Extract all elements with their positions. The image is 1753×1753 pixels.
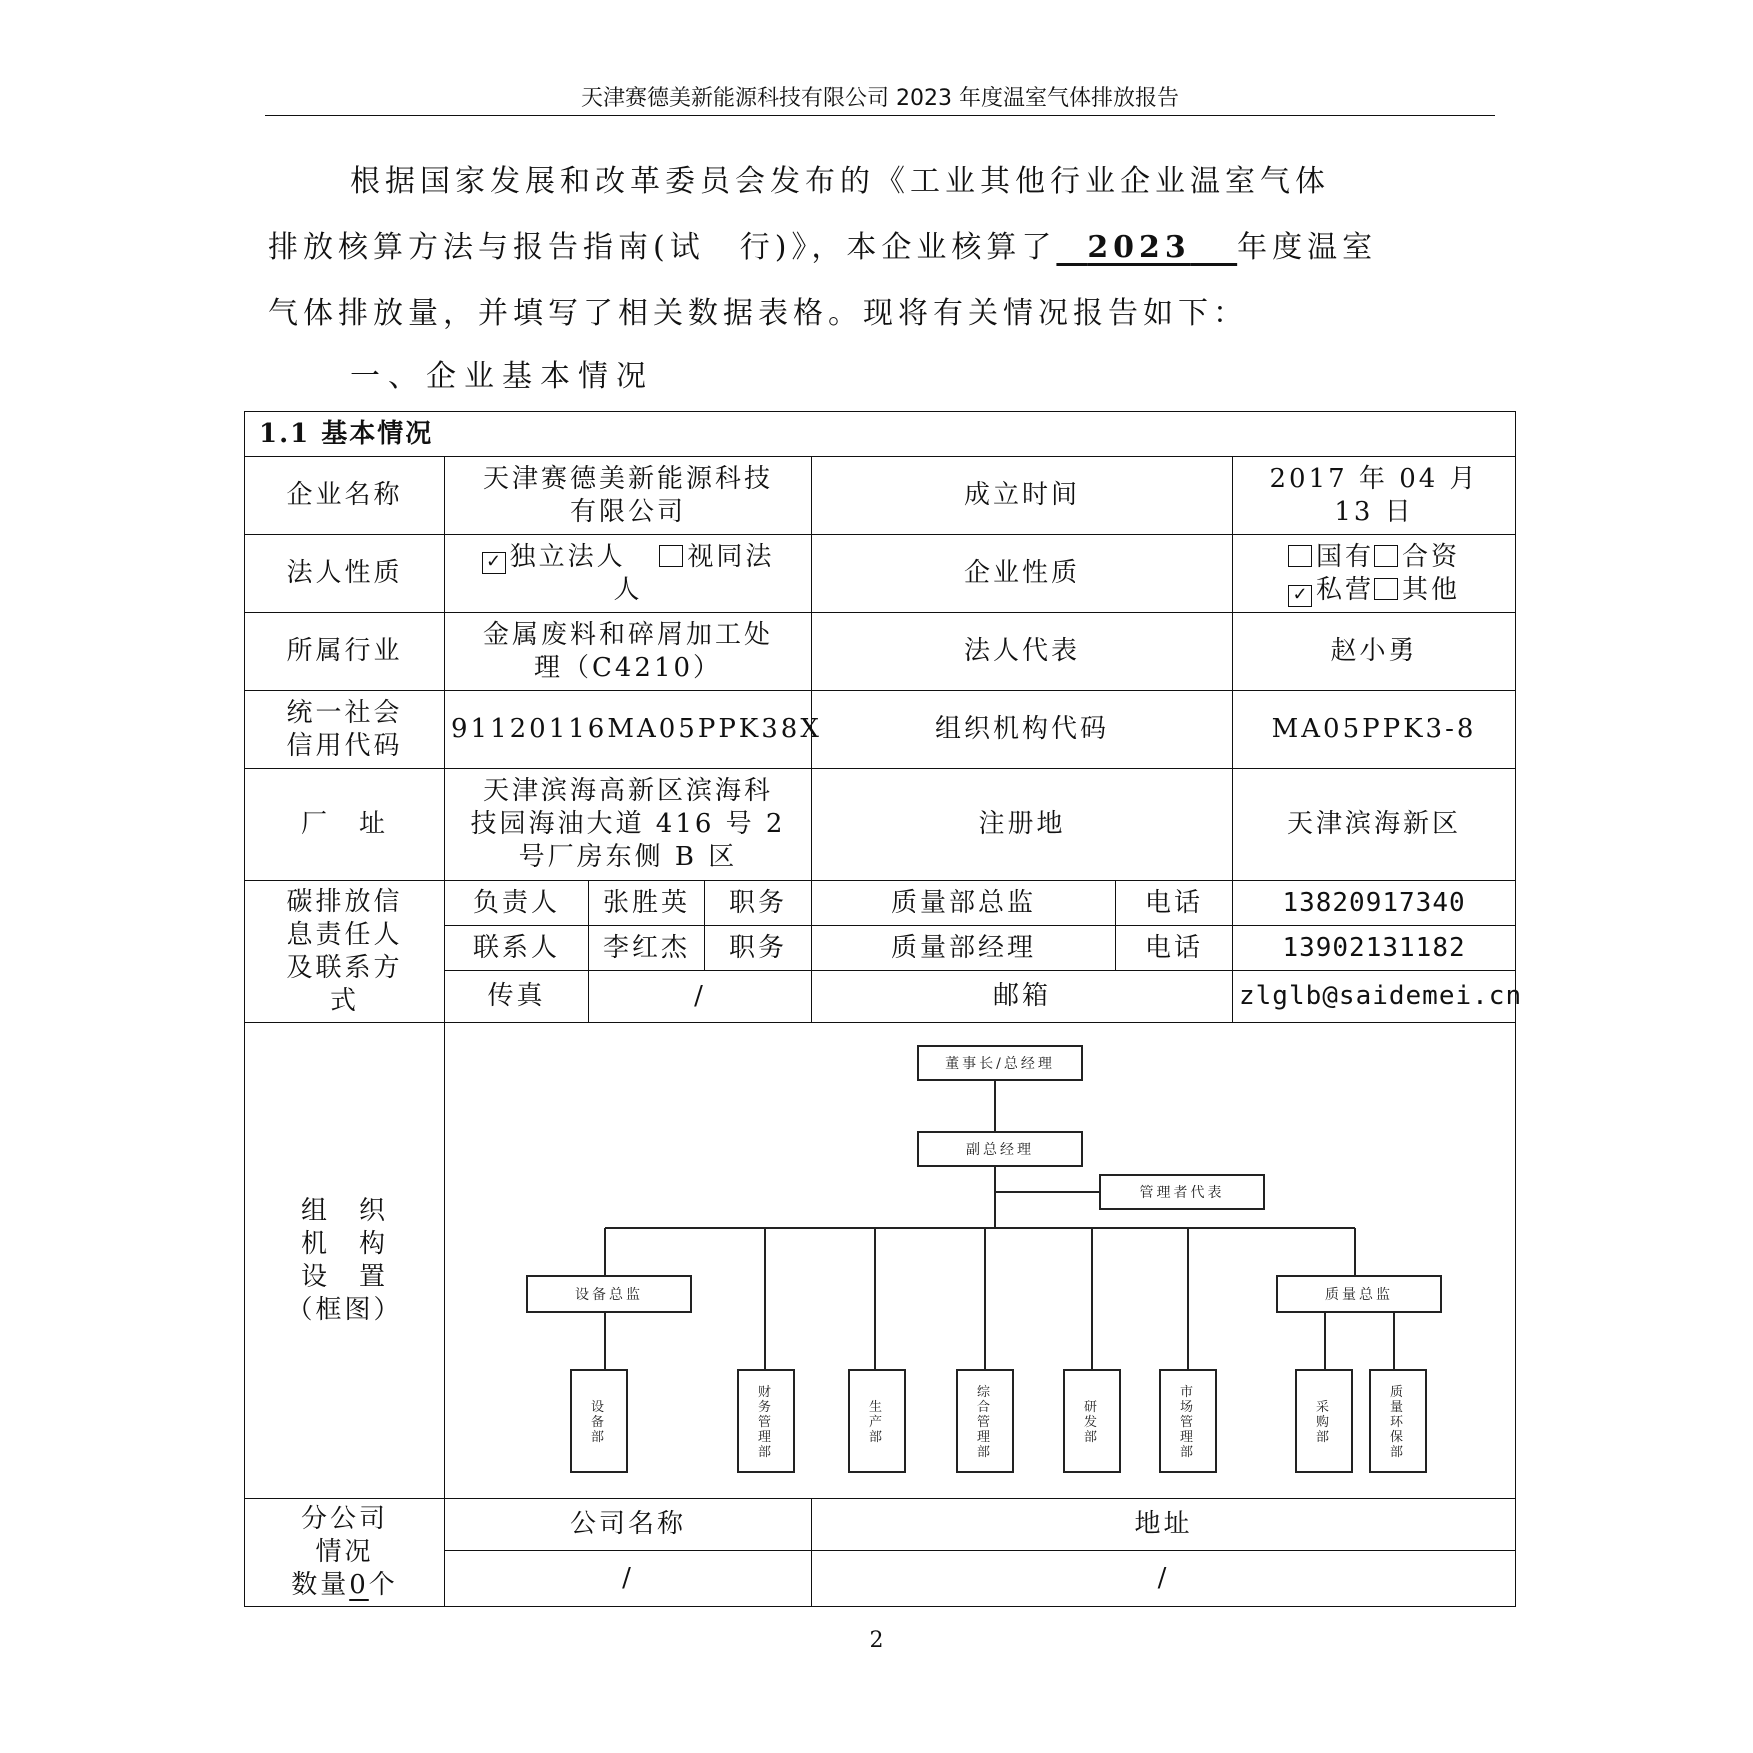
legal-rep: 赵小勇	[1233, 613, 1516, 691]
established-label: 成立时间	[812, 457, 1233, 535]
org-dept-label: 财务管理部	[757, 1384, 775, 1460]
org-dept-label: 采购部	[1315, 1399, 1333, 1445]
address-label: 厂 址	[245, 769, 445, 881]
industry-label: 所属行业	[245, 613, 445, 691]
intro-line-1: 根据国家发展和改革委员会发布的《工业其他行业企业温室气体	[350, 164, 1330, 199]
report-year: 2023	[1087, 230, 1191, 265]
resp-phone-label: 电话	[1116, 881, 1233, 926]
org-label-quality-director: 质量总监	[1325, 1286, 1393, 1303]
header-rule	[265, 115, 1495, 116]
branch-name-label: 公司名称	[445, 1499, 812, 1551]
legal-nature-label: 法人性质	[245, 535, 445, 613]
enterprise-nature-label: 企业性质	[812, 535, 1233, 613]
org-code-label: 组织机构代码	[812, 691, 1233, 769]
resp-duty: 质量部总监	[812, 881, 1116, 926]
contact-phone-label: 电话	[1116, 926, 1233, 971]
company-name: 天津赛德美新能源科技 有限公司	[445, 457, 812, 535]
basic-info-table	[244, 411, 1523, 1607]
email: zlglb@saidemei.cn	[1233, 971, 1516, 1023]
contact-name: 李红杰	[589, 926, 705, 971]
legal-rep-label: 法人代表	[812, 613, 1233, 691]
org-dept-label: 综合管理部	[976, 1384, 994, 1460]
checkbox-deemed-legal-person[interactable]	[659, 545, 683, 567]
intro-line-2-pre: 排放核算方法与报告指南(试 行)》，本企业核算了	[268, 230, 1057, 265]
address: 天津滨海高新区滨海科 技园海油大道 416 号 2 号厂房东侧 B 区	[445, 769, 812, 881]
branch-count: 0	[349, 1570, 369, 1600]
credit-code: 91120116MA05PPK38X	[445, 691, 812, 769]
reg-place-label: 注册地	[812, 769, 1233, 881]
intro-line-2-post: 年度温室	[1237, 230, 1378, 265]
section-title: 一、企业基本情况	[350, 359, 654, 394]
org-dept-label: 研发部	[1083, 1399, 1101, 1445]
resp-name: 张胜英	[589, 881, 705, 926]
resp-label: 负责人	[445, 881, 589, 926]
resp-duty-label: 职务	[705, 881, 812, 926]
company-name-label: 企业名称	[245, 457, 445, 535]
credit-code-label: 统一社会 信用代码	[245, 691, 445, 769]
org-label-rep: 管理者代表	[1139, 1184, 1225, 1201]
checkbox-state-owned[interactable]	[1288, 545, 1312, 567]
fax-label: 传真	[445, 971, 589, 1023]
branch-section-label: 分公司 情况 数量0个	[245, 1499, 445, 1607]
intro-line-2	[268, 228, 1490, 268]
org-chart	[445, 1024, 1514, 1498]
table-title: 1.1 基本情况	[245, 412, 1516, 457]
branch-addr: /	[812, 1551, 1516, 1607]
org-dept-label: 市场管理部	[1179, 1384, 1197, 1460]
fax: /	[589, 971, 812, 1023]
checkbox-private[interactable]: ✓	[1288, 585, 1312, 607]
email-label: 邮箱	[812, 971, 1233, 1023]
contact-section-label: 碳排放信 息责任人 及联系方 式	[245, 881, 445, 1023]
branch-addr-label: 地址	[812, 1499, 1516, 1551]
contact-duty: 质量部经理	[812, 926, 1116, 971]
org-label-ceo: 董事长/总经理	[945, 1055, 1055, 1072]
reg-place: 天津滨海新区	[1233, 769, 1516, 881]
org-dept-label: 设备部	[590, 1399, 608, 1445]
org-code: MA05PPK3-8	[1233, 691, 1516, 769]
page-header: 天津赛德美新能源科技有限公司 2023 年度温室气体排放报告	[581, 86, 1179, 111]
org-structure-label: 组 织 机 构 设 置 （框图）	[245, 1023, 445, 1499]
resp-phone: 13820917340	[1233, 881, 1516, 926]
contact-duty-label: 职务	[705, 926, 812, 971]
org-dept-label: 生产部	[868, 1399, 886, 1445]
org-label-vp: 副总经理	[966, 1141, 1034, 1158]
enterprise-nature-options: 国有 合资 ✓ 私营 其他	[1233, 535, 1516, 613]
checkbox-joint-venture[interactable]	[1374, 545, 1398, 567]
intro-line-3: 气体排放量，并填写了相关数据表格。现将有关情况报告如下：	[268, 296, 1248, 331]
branch-name: /	[445, 1551, 812, 1607]
checkbox-other[interactable]	[1374, 578, 1398, 600]
contact-phone: 13902131182	[1233, 926, 1516, 971]
org-label-equip-director: 设备总监	[575, 1286, 643, 1303]
industry: 金属废料和碎屑加工处 理（C4210）	[445, 613, 812, 691]
legal-nature-options: ✓ 独立法人 视同法 人	[445, 535, 812, 613]
org-chart-cell	[445, 1023, 1516, 1499]
page-number: 2	[869, 1628, 884, 1653]
checkbox-independent-legal-person[interactable]: ✓	[482, 552, 506, 574]
org-dept-label: 质量环保部	[1389, 1384, 1407, 1460]
contact-person-label: 联系人	[445, 926, 589, 971]
established-date: 2017 年 04 月 13 日	[1233, 457, 1516, 535]
